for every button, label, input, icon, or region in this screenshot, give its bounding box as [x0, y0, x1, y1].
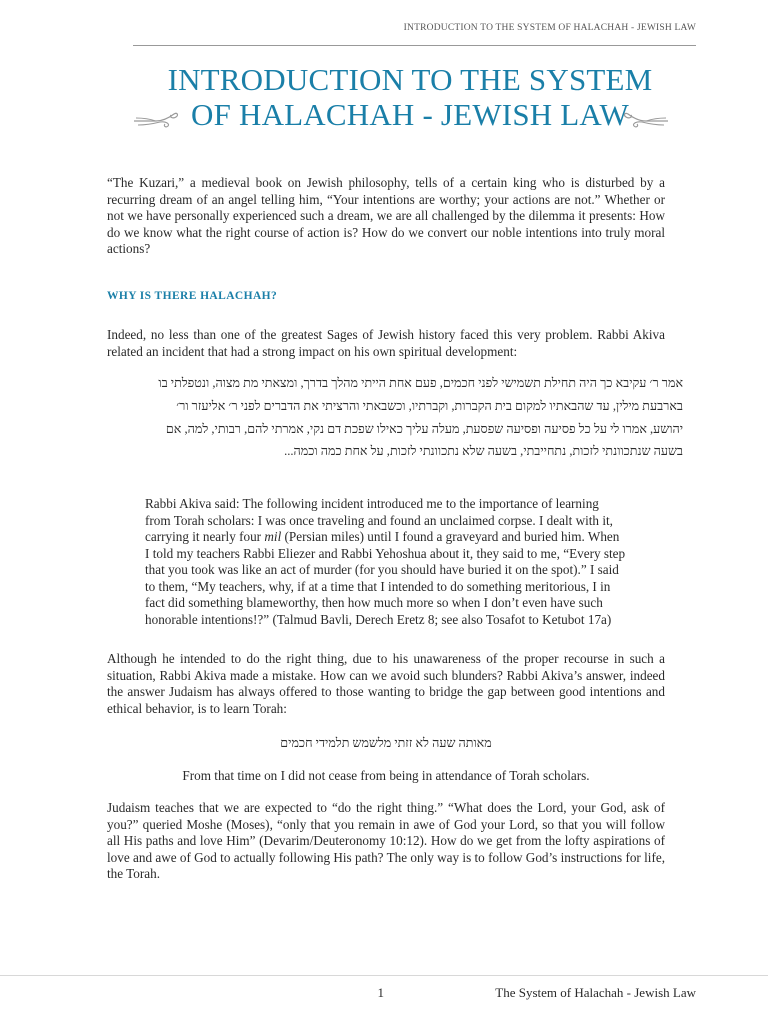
quote-mil-term: mil — [264, 529, 282, 544]
intro-paragraph: “The Kuzari,” a medieval book on Jewish philosophy, tells of a certain king who is disturbed by a recurring dream of an angel telling him, “Your intentions are worthy; your actions are not.” Whether or not we have personally experienced such a dream, we are all challenged by the dilemma it presents: How do we know what the right course of action is? How do we convert our noble intentions into truly moral actions? — [107, 175, 665, 256]
quote-text-part-1: Rabbi Akiva said: The following incident introduced me to the importance of learning from Torah scholars: I was once traveling and found an unclaimed corpse. I dealt with it, carrying it nearly four — [145, 496, 613, 544]
quote-text-part-2: (Persian miles) until I found a graveyard and buried him. When I told my teachers Rabbi Eliezer and Rabbi Yehoshua about it, they said to me, “Every step that you took was like an act of murder (for you should have buried it on the spot).” I said to them, “My teachers, why, if at a time that I intended to do something meritorious, I in fact did something blameworthy, then how much more so when I don’t even have such honorable intentions!?” (Talmud Bavli, Derech Eretz 8; see also Tosafot to Ketubot 17a) — [145, 529, 626, 627]
left-flourish-ornament — [132, 106, 180, 134]
translation-line: From that time on I did not cease from being in attendance of Torah scholars. — [182, 768, 590, 783]
page-number: 1 — [377, 985, 384, 1000]
english-quote-block — [145, 496, 627, 628]
section-heading: WHY IS THERE HALACHAH? — [107, 290, 278, 302]
hebrew-line: מאותה שעה לא זזתי מלשמש תלמידי חכמים — [280, 736, 492, 750]
hebrew-quote-block: אמר ר׳ עקיבא כך היה תחילת תשמישי לפני חכמים, פעם אחת הייתי מהלך בדרך, ומצאתי מת מצוה, ונטפלתי בו בארבעת מילין, עד שהבאתיו למקום בית הקברות, וקברתיו, וכשבאתי והרציתי את הדברים לפני ר׳ אליעזר ור׳ יהושע, אמרו לי על כל פסיעה ופסיעה שפסעת, מעלה עליך כאילו שפכת דם נקי, אמרתי להם, רבותי, למה, אם בשעה שנתכוונתי לזכות, נתחייבתי, בשעה שלא נתכוונתי לזכות, על אחת כמה וכמה... — [158, 376, 683, 459]
body-paragraph-answer: Although he intended to do the right thing, due to his unawareness of the proper recourse in such a situation, Rabbi Akiva made a mistake. How can we avoid such blunders? Rabbi Akiva’s answer, indeed the answer Judaism has always offered to those wanting to bridge the gap between good intentions and ethical behavior, is to learn Torah: — [107, 651, 665, 716]
title-line-2: OF HALACHAH - JEWISH LAW — [191, 97, 629, 132]
body-paragraph-akiva-intro: Indeed, no less than one of the greatest Sages of Jewish history faced this very problem. Rabbi Akiva related an incident that had a strong impact on his own spiritual development: — [107, 327, 665, 359]
footer-title: The System of Halachah - Jewish Law — [495, 985, 696, 1000]
right-flourish-ornament — [620, 106, 670, 134]
title-line-1: INTRODUCTION TO THE SYSTEM — [167, 62, 653, 97]
running-header: INTRODUCTION TO THE SYSTEM OF HALACHAH - JEWISH LAW — [403, 23, 696, 33]
footer-rule — [0, 975, 768, 976]
body-paragraph-torah: Judaism teaches that we are expected to “do the right thing.” “What does the Lord, your God, ask of you?” queried Moshe (Moses), “only that you remain in awe of God your Lord, so that you will follow all His paths and love Him” (Devarim/Deuteronomy 10:12). How do we get from the lofty aspirations of love and awe of God to actually following His path? The only way is to follow God’s instructions for life, the Torah. — [107, 800, 665, 881]
header-rule — [133, 45, 696, 46]
